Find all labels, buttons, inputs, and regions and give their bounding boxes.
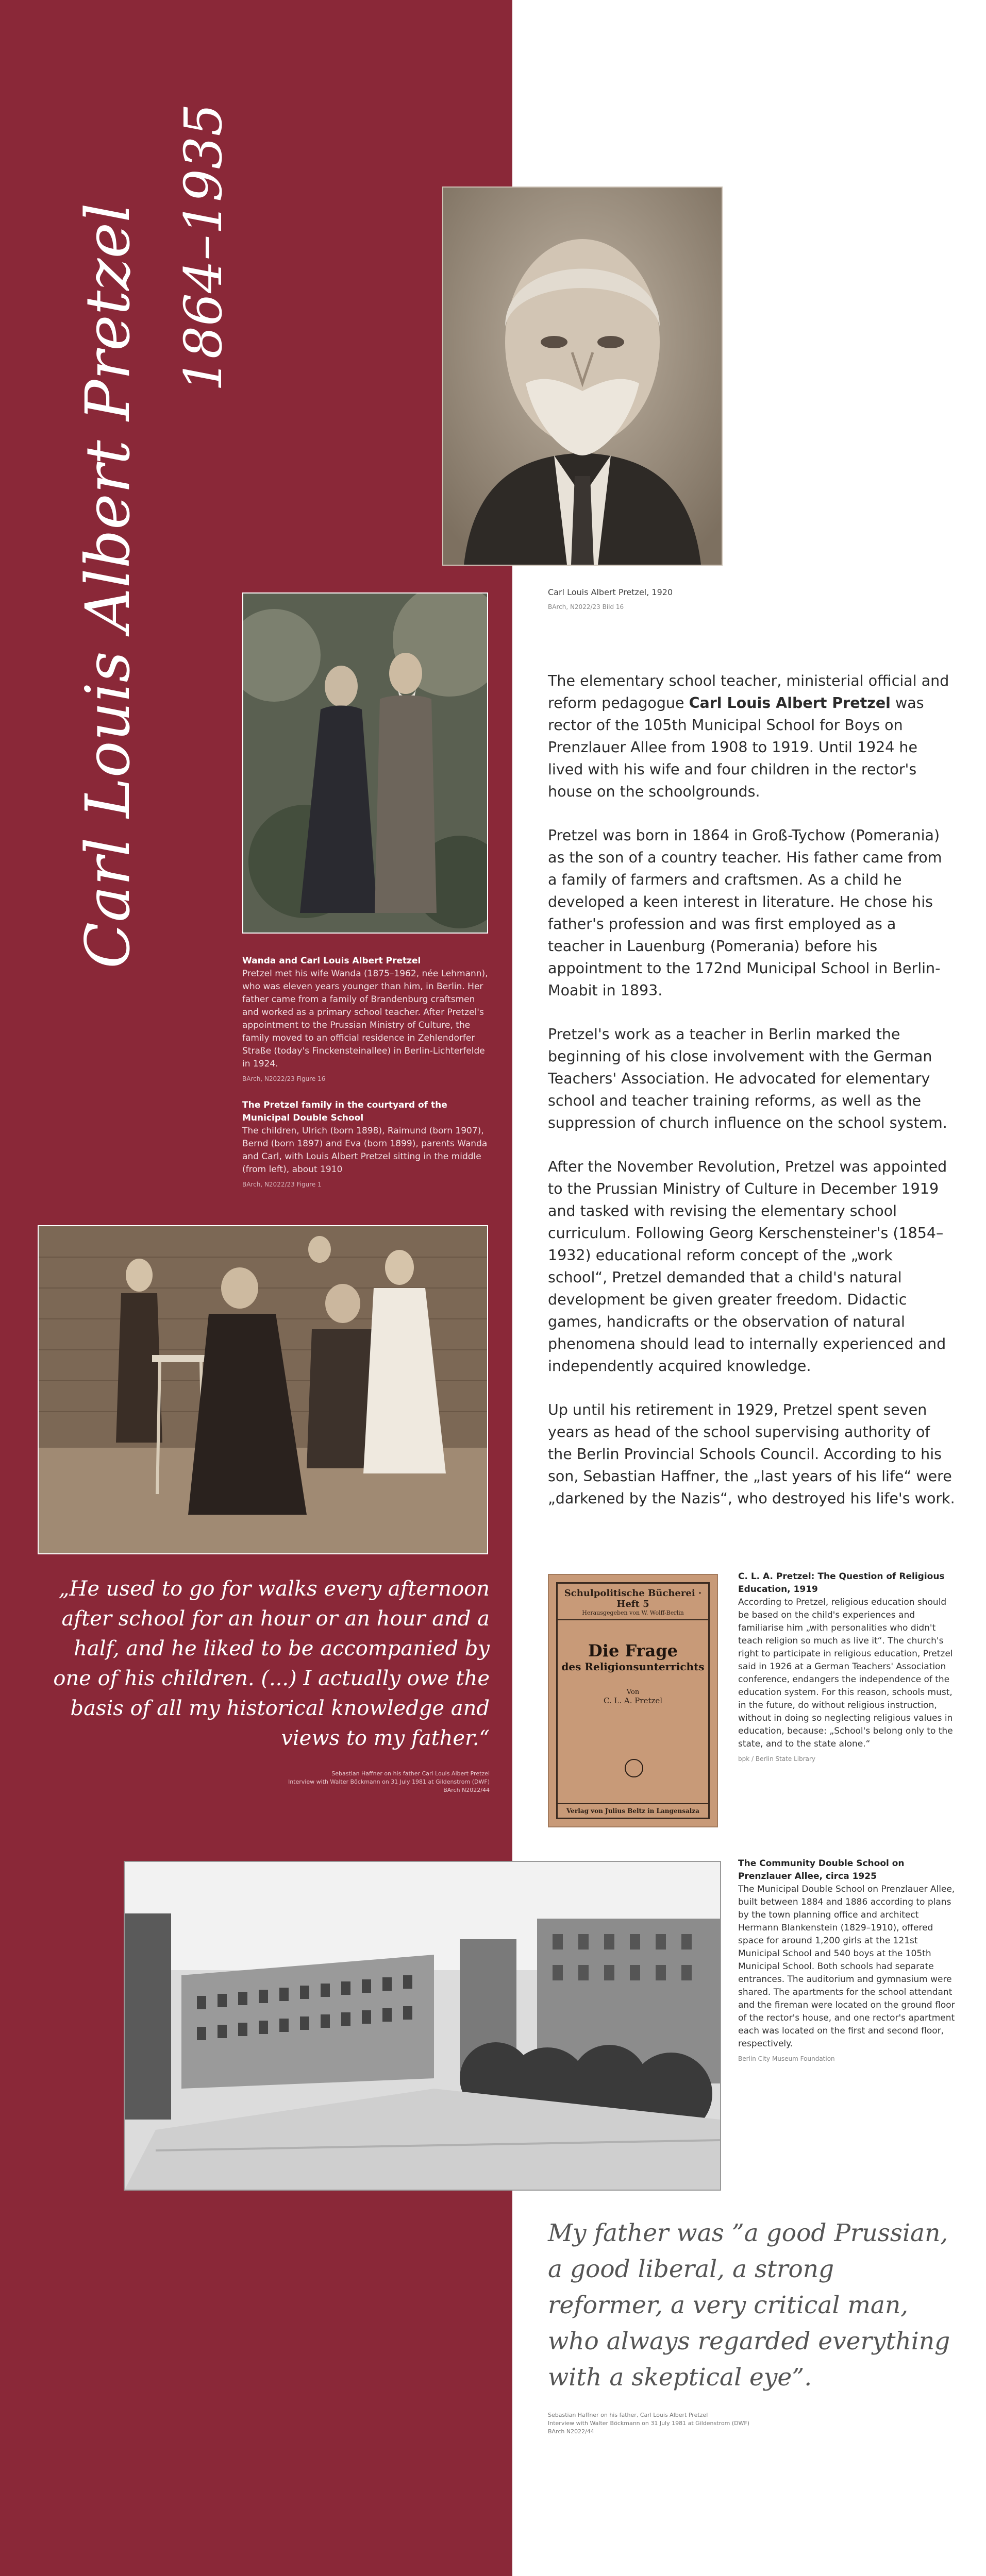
school-caption-text: The Municipal Double School on Prenzlauer Allee, built between 1884 and 1886 according to plans by the town planning office and architect Hermann Blankenstein (1829–1910), offered space for around 1,200 girls at the 121st Municipal School and 540 boys at the 105th Municipal School. Both schools had separate entrances. The auditorium and gymnasium were shared. The apartments for the school attendant and the fireman were located on the ground floor of the rector's house, and one rector's apartment each was located on the first and second floor, respectively. bbox=[738, 1884, 955, 2049]
portrait-photo bbox=[442, 187, 723, 566]
school-photo bbox=[124, 1861, 721, 2191]
quote1-source-line-3: BArch N2022/44 bbox=[443, 1787, 490, 1793]
quote1-source-line-1: Sebastian Haffner on his father Carl Louis Albert Pretzel bbox=[331, 1770, 490, 1777]
body-p1-start: The elementary school teacher, ministerial official and reform pedagogue bbox=[548, 672, 949, 711]
book-caption-source: bpk / Berlin State Library bbox=[738, 1755, 816, 1762]
quote1-source-line-2: Interview with Walter Böckmann on 31 July 1981 at Gildenstrom (DWF) bbox=[288, 1778, 490, 1785]
book-title-2: des Religionsunterrichts bbox=[561, 1660, 705, 1673]
title-years: 1864–1935 bbox=[173, 104, 233, 392]
couple-caption-text: Pretzel met his wife Wanda (1875–1962, née Lehmann), who was eleven years younger than him, in Berlin. Her father came from a family of Brandenburg craftsmen and worked as a primary school teacher. After Pretzel's appointment to the Prussian Ministry of Culture, the family moved to an official residence in Zehlendorfer Straße (today's Finckensteinallee) in Berlin-Lichterfelde in 1924. bbox=[242, 969, 488, 1069]
body-paragraph-1 bbox=[548, 670, 955, 803]
book-publisher: Verlag von Julius Beltz in Langensalza bbox=[558, 1803, 708, 1815]
portrait-caption-source: BArch, N2022/23 Bild 16 bbox=[548, 603, 624, 611]
book-caption-title: C. L. A. Pretzel: The Question of Religious Education, 1919 bbox=[738, 1571, 945, 1595]
book-editor: Herausgegeben von W. Wolff-Berlin bbox=[558, 1609, 708, 1620]
body-text bbox=[548, 670, 955, 1531]
body-p1-end: was rector of the 105th Municipal School for Boys on Prenzlauer Allee from 1908 to 1919. Until 1924 he lived with his wife and four children in the rector's house on the schoolgrounds. bbox=[548, 694, 924, 800]
portrait-caption bbox=[548, 586, 754, 614]
portrait-caption-title: Carl Louis Albert Pretzel, 1920 bbox=[548, 587, 673, 597]
family-caption bbox=[242, 1099, 490, 1191]
family-photo bbox=[38, 1225, 488, 1554]
book-caption bbox=[738, 1570, 960, 1766]
family-caption-source: BArch, N2022/23 Figure 1 bbox=[242, 1181, 322, 1188]
body-paragraph-5: Up until his retirement in 1929, Pretzel spent seven years as head of the school supervising authority of the Berlin Provincial Schools Council. According to his son, Sebastian Haffner, the „last years of his life“ were „darkened by the Nazis“, who destroyed his life's work. bbox=[548, 1401, 955, 1507]
title-name: Carl Louis Albert Pretzel bbox=[72, 203, 143, 969]
body-paragraph-2: Pretzel was born in 1864 in Groß-Tychow (Pomerania) as the son of a country teacher. His father came from a family of farmers and craftsmen. As a child he developed a keen interest in literature. He chose his father's profession and was first employed as a teacher in Lauenburg (Pomerania) before his appointment to the 172nd Municipal School in Berlin-Moabit in 1893. bbox=[548, 827, 942, 999]
book-caption-text: According to Pretzel, religious education should be based on the child's experiences and familiarise him „with personalities who didn't teach religion so much as live it“. The church's right to participate in religious education, Pretzel said in 1926 at a German Teachers' Association conference, endangers the independence of the education system. For this reason, schools must, in the future, do without religious instruction, without in doing so neglecting religious values in education, because: „School's belong only to the state, and to the state alone.“ bbox=[738, 1597, 953, 1749]
body-p1-name: Carl Louis Albert Pretzel bbox=[689, 694, 891, 711]
school-caption-source: Berlin City Museum Foundation bbox=[738, 2055, 835, 2062]
book-author: C. L. A. Pretzel bbox=[603, 1696, 663, 1705]
body-paragraph-4: After the November Revolution, Pretzel was appointed to the Prussian Ministry of Culture in December 1919 and tasked with revising the elementary school curriculum. Following Georg Kerschensteiner's (1854–1932) educational reform concept of the „work school“, Pretzel demanded that a child's natural development be given greater freedom. Didactic games, handicrafts or the observation of natural phenomena should lead to internally experienced and independently acquired knowledge. bbox=[548, 1158, 947, 1375]
book-emblem-icon bbox=[625, 1759, 643, 1777]
quote2-source-line-2: Interview with Walter Böckmann on 31 July 1981 at Gildenstrom (DWF) bbox=[548, 2420, 750, 2427]
quote-father-walks: „He used to go for walks every afternoon after school for an hour or an hour and a half, and he liked to be accompanied by one of his children. (...) I actually owe the basis of all my historical knowledge and views to my father.“ bbox=[53, 1577, 490, 1750]
quote2-source-line-1: Sebastian Haffner on his father, Carl Louis Albert Pretzel bbox=[548, 2412, 708, 2418]
book-author-pre: Von bbox=[626, 1688, 640, 1696]
family-caption-text: The children, Ulrich (born 1898), Raimund (born 1907), Bernd (born 1897) and Eva (born 1899), parents Wanda and Carl, with Louis Albert Pretzel sitting in the middle (from left), about 1910 bbox=[242, 1126, 488, 1175]
quote2-source-line-3: BArch N2022/44 bbox=[548, 2428, 594, 2435]
school-caption bbox=[738, 1857, 960, 2065]
quote-father-walks-source bbox=[242, 1770, 490, 1794]
book-cover bbox=[548, 1574, 718, 1827]
couple-caption-source: BArch, N2022/23 Figure 16 bbox=[242, 1075, 326, 1082]
family-caption-title: The Pretzel family in the courtyard of the Municipal Double School bbox=[242, 1100, 447, 1123]
couple-caption bbox=[242, 955, 490, 1086]
book-title-1: Die Frage bbox=[588, 1641, 678, 1660]
quote-good-prussian: My father was ”a good Prussian, a good liberal, a strong reformer, a very critical man, who always regarded everything with a skeptical eye”. bbox=[548, 2219, 950, 2392]
couple-caption-title: Wanda and Carl Louis Albert Pretzel bbox=[242, 956, 421, 966]
quote-good-prussian-source bbox=[548, 2411, 806, 2436]
body-paragraph-3: Pretzel's work as a teacher in Berlin marked the beginning of his close involvement with the German Teachers' Association. He advocated for elementary school and teacher training reforms, as well as the suppression of church influence on the school system. bbox=[548, 1026, 947, 1131]
school-caption-title: The Community Double School on Prenzlauer Allee, circa 1925 bbox=[738, 1858, 905, 1882]
book-series: Schulpolitische Bücherei · Heft 5 bbox=[564, 1588, 702, 1609]
couple-photo bbox=[242, 592, 488, 934]
